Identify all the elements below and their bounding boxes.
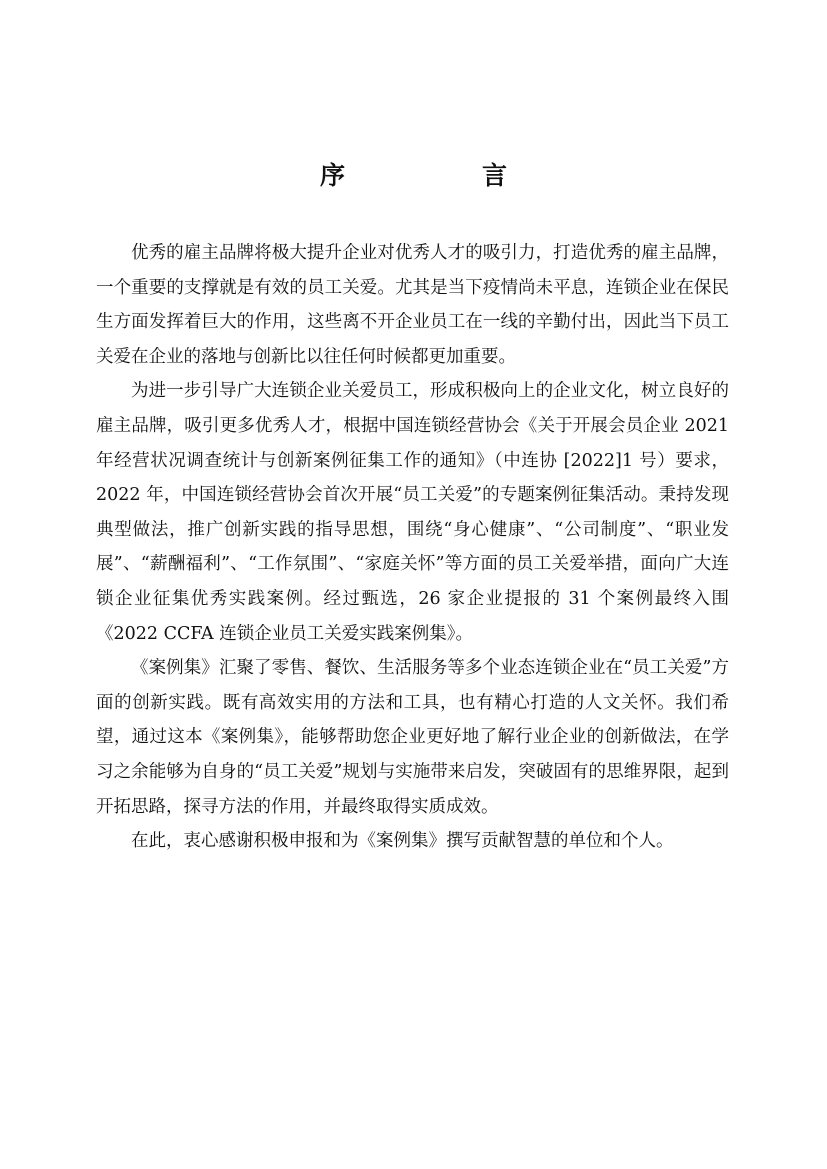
- paragraph-4: 在此，衷心感谢积极申报和为《案例集》撰写贡献智慧的单位和个人。: [131, 831, 674, 852]
- paragraph-3: 《案例集》汇聚了零售、餐饮、生活服务等多个业态连锁企业在“员工关爱”方面的创新实践。既有高效实用的方法和工具，也有精心打造的人文关怀。我们希望，通过这本《案例集》，能够帮助您企业更好地了解行业企业的创新做法，在学习之余能够为自身的“员工关爱”规划与实施带来启发，突破固有的思维界限，起到开拓思路，探寻方法的作用，并最终取得实质成效。: [96, 658, 729, 817]
- page-title: 序 言: [319, 161, 563, 190]
- paragraph-2: 为进一步引导广大连锁企业关爱员工，形成积极向上的企业文化，树立良好的雇主品牌，吸引更多优秀人才，根据中国连锁经营协会《关于开展会员企业 2021 年经营状况调查统计与创新案例征集工作的通知》（中连协 [2022]1 号）要求， 2022 年，中国连锁经营协会首次开展“员工关爱”的专题案例征集活动。秉持发现典型做法，推广创新实践的指导思想，围绕“身心健康”、“公司制度”、“职业发展”、“薪酬福利”、“工作氛围”、“家庭关怀”等方面的员工关爱举措，面向广大连锁企业征集优秀实践案例。经过甄选，26 家企业提报的 31 个案例最终入围《2022 CCFA 连锁企业员工关爱实践案例集》。: [96, 381, 729, 644]
- paragraph-1: 优秀的雇主品牌将极大提升企业对优秀人才的吸引力，打造优秀的雇主品牌，一个重要的支撑就是有效的员工关爱。尤其是当下疫情尚未平息，连锁企业在保民生方面发挥着巨大的作用，这些离不开企业员工在一线的辛勤付出，因此当下员工关爱在企业的落地与创新比以往任何时候都更加重要。: [96, 243, 729, 367]
- preface-body: [96, 236, 729, 859]
